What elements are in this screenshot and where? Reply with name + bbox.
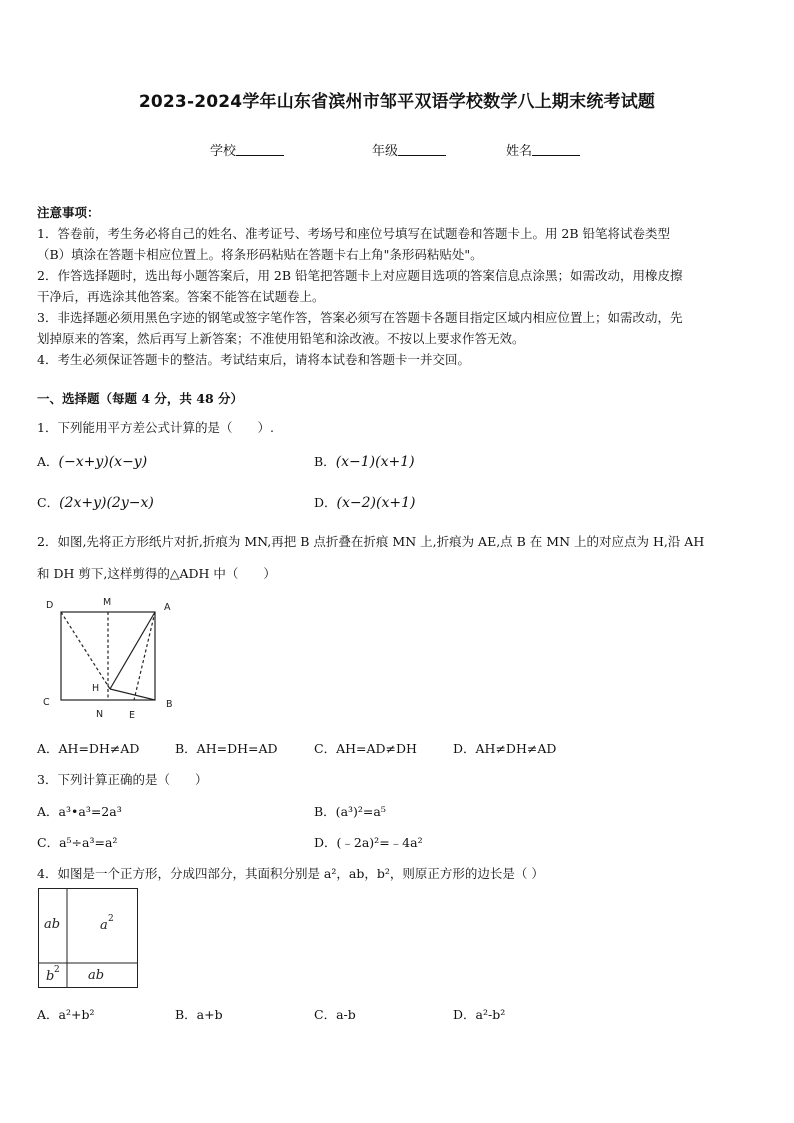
name-blank[interactable]	[532, 143, 580, 156]
q3-option-a[interactable]: A．a³•a³=2a³	[37, 804, 122, 819]
area-square-figure	[38, 888, 140, 990]
label-a: A	[164, 602, 171, 613]
cell-top-left: ab	[44, 917, 61, 932]
label-m: M	[103, 597, 112, 608]
q4-option-a[interactable]: A．a²+b²	[37, 1007, 95, 1022]
option-label: C．	[37, 495, 60, 510]
exponent-2: 2	[54, 965, 60, 975]
label-b: B	[166, 699, 173, 710]
note-line: 划掉原来的答案，然后再写上新答案；不准使用铅笔和涂改液。不按以上要求作答无效。	[37, 331, 525, 346]
school-label: 学校	[210, 144, 237, 159]
segment-dh	[61, 612, 110, 689]
segment-ah	[110, 612, 155, 689]
q1-option-c[interactable]	[37, 493, 154, 511]
grade-label: 年级	[372, 144, 399, 159]
label-c: C	[43, 697, 50, 708]
note-line: 干净后，再选涂其他答案。答案不能答在试题卷上。	[37, 289, 325, 304]
q1-option-b[interactable]	[314, 452, 415, 470]
segment-hb	[110, 689, 155, 700]
label-h: H	[92, 683, 100, 694]
grade-blank[interactable]	[398, 143, 446, 156]
q1-option-d[interactable]	[314, 493, 415, 511]
q3-option-b[interactable]: B．(a³)²=a⁵	[314, 804, 386, 819]
label-d: D	[46, 600, 54, 611]
label-n: N	[96, 709, 104, 720]
q3-option-c[interactable]: C．a⁵÷a³=a²	[37, 835, 118, 850]
square-fold-figure	[40, 595, 180, 723]
question-4-stem: 4．如图是一个正方形，分成四部分，其面积分别是 a²，ab，b²，则原正方形的边长是（ ）	[37, 866, 544, 881]
note-line: 3．非选择题必须用黑色字迹的钢笔或签字笔作答，答案必须写在答题卡各题目指定区域内相应位置上；如需改动，先	[37, 310, 683, 325]
name-label: 姓名	[506, 144, 533, 159]
crease-ae	[134, 612, 155, 700]
exponent-2: 2	[108, 914, 114, 924]
q4-option-b[interactable]: B．a+b	[175, 1007, 223, 1022]
option-math: (−x+y)(x−y)	[58, 454, 148, 470]
grade-field[interactable]	[372, 140, 446, 159]
page-title: 2023-2024学年山东省滨州市邹平双语学校数学八上期末统考试题	[138, 92, 656, 112]
school-field[interactable]	[210, 140, 284, 159]
note-line: 1．答卷前，考生务必将自己的姓名、准考证号、考场号和座位号填写在试题卷和答题卡上。用 2B 铅笔将试卷类型	[37, 226, 671, 241]
q2-option-c[interactable]: C．AH=AD≠DH	[314, 741, 417, 756]
name-field[interactable]	[506, 140, 580, 159]
q1-option-a[interactable]	[37, 452, 147, 470]
option-label: D．	[314, 495, 337, 510]
option-label: B．	[314, 454, 336, 469]
cell-top-right: a	[100, 918, 108, 933]
q2-option-d[interactable]: D．AH≠DH≠AD	[453, 741, 557, 756]
note-line: 2．作答选择题时，选出每小题答案后，用 2B 铅笔把答题卡上对应题目选项的答案信息点涂黑；如需改动，用橡皮擦	[37, 268, 683, 283]
option-math: (2x+y)(2y−x)	[59, 495, 154, 511]
question-3-stem: 3．下列计算正确的是（ ）	[37, 772, 208, 787]
option-math: (x−2)(x+1)	[336, 495, 416, 511]
q2-option-b[interactable]: B．AH=DH=AD	[175, 741, 278, 756]
cell-bottom-left: b	[46, 969, 55, 984]
notes-heading: 注意事项：	[37, 205, 100, 220]
section-heading: 一、选择题（每题 4 分，共 48 分）	[37, 391, 244, 406]
label-e: E	[129, 710, 136, 721]
q4-option-c[interactable]: C．a-b	[314, 1007, 356, 1022]
question-1-stem: 1．下列能用平方差公式计算的是（ ）.	[37, 420, 274, 435]
q3-option-d[interactable]: D．(﹣2a)²=﹣4a²	[314, 835, 423, 850]
option-label: A．	[37, 454, 59, 469]
note-line: （B）填涂在答题卡相应位置上。将条形码粘贴在答题卡右上角"条形码粘贴处"。	[37, 247, 483, 262]
cell-bottom-right: ab	[88, 968, 105, 983]
option-math: (x−1)(x+1)	[335, 454, 415, 470]
q4-option-d[interactable]: D．a²-b²	[453, 1007, 506, 1022]
note-line: 4．考生必须保证答题卡的整洁。考试结束后，请将本试卷和答题卡一并交回。	[37, 352, 470, 367]
question-2-stem-line2: 和 DH 剪下,这样剪得的△ADH 中（ ）	[37, 566, 276, 581]
q2-option-a[interactable]: A．AH=DH≠AD	[37, 741, 140, 756]
school-blank[interactable]	[236, 143, 284, 156]
question-2-stem: 2．如图,先将正方形纸片对折,折痕为 MN,再把 B 点折叠在折痕 MN 上,折痕为 AE,点 B 在 MN 上的对应点为 H,沿 AH	[37, 534, 705, 549]
